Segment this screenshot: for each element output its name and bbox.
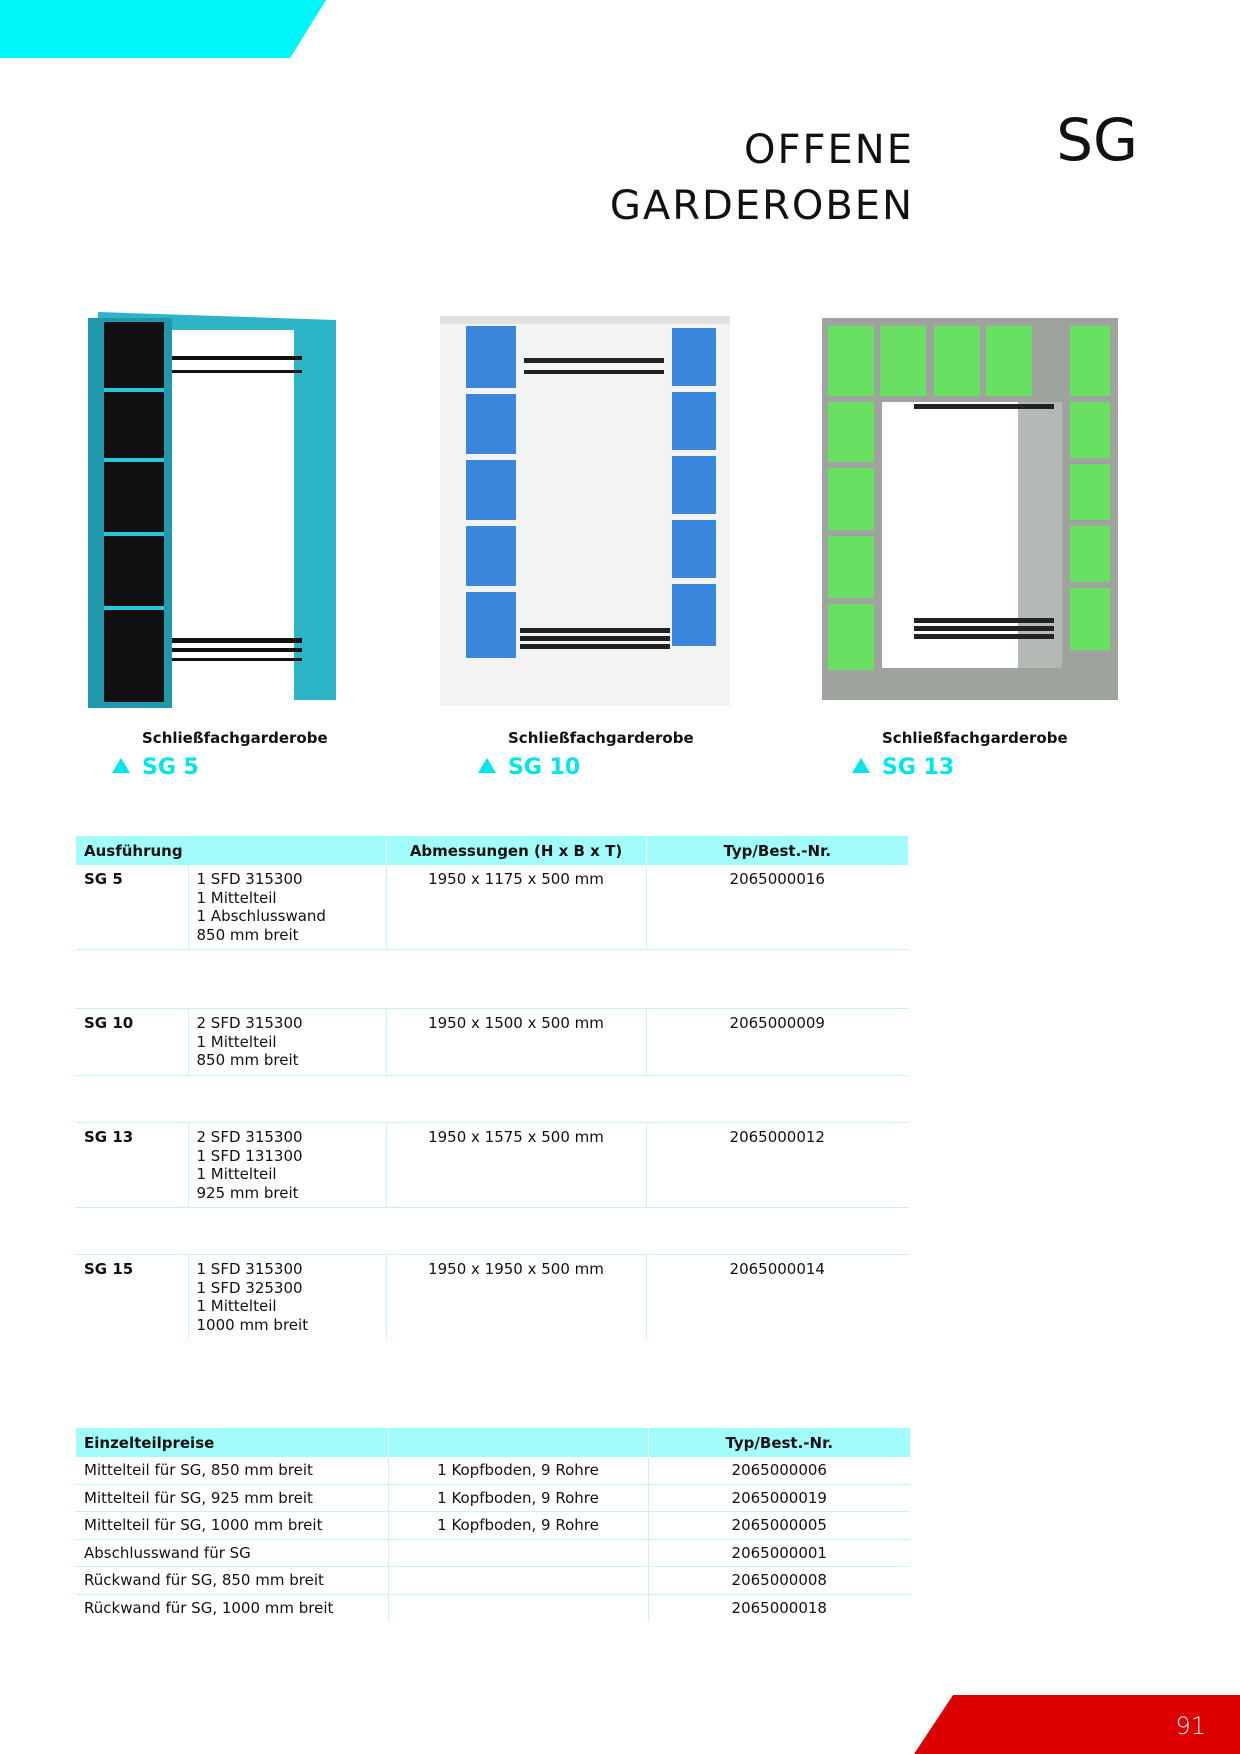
part-line: 1 Mittelteil [196,1032,277,1051]
part-line: 2 SFD 315300 [196,1014,303,1032]
order-no-cell: 2065000008 [648,1567,910,1595]
detail-cell [388,1539,648,1567]
row-spacer [76,1208,908,1255]
part-line: 1000 mm breit [196,1315,309,1334]
product-model: SG 5 [142,755,199,780]
model-cell: SG 15 [76,1255,188,1340]
price-table-header [76,1428,910,1457]
triangle-icon [112,758,130,773]
product-label: Schließfachgarderobe [882,729,1068,747]
dimensions-cell: 1950 x 1175 x 500 mm [386,865,646,950]
order-no-cell: 2065000006 [648,1457,910,1484]
part-line: 925 mm breit [196,1183,299,1202]
header-dimensions: Abmessungen (H x B x T) [386,836,646,865]
product-label: Schließfachgarderobe [508,729,694,747]
part-line: 2 SFD 315300 [196,1128,303,1146]
spec-table-header [76,836,908,865]
product-image-sg10 [440,316,730,706]
triangle-icon [478,758,496,773]
part-line: 1 Mittelteil [196,888,277,907]
part-line: 850 mm breit [196,1051,299,1069]
item-cell: Rückwand für SG, 1000 mm breit [76,1594,388,1621]
table-row [76,1484,910,1512]
product-caption-sg10 [508,729,694,780]
header-einzelteilpreise: Einzelteilpreise [76,1428,388,1457]
order-no-cell: 2065000018 [731,1598,827,1617]
part-line: 1 SFD 325300 [196,1278,303,1297]
row-spacer [76,1076,908,1123]
order-no-cell: 2065000014 [646,1255,908,1340]
model-cell: SG 5 [76,865,188,950]
table-row [76,1009,908,1076]
order-no-cell: 2065000005 [648,1512,910,1540]
parts-cell [188,1255,386,1340]
product-model: SG 10 [508,755,581,780]
product-image-sg5 [88,308,344,708]
product-image-sg13 [822,318,1118,700]
spec-table [76,836,908,1339]
model-cell: SG 10 [76,1009,188,1076]
order-no-cell: 2065000012 [646,1123,908,1208]
table-row [76,865,908,950]
part-line: 1 SFD 315300 [196,870,303,888]
parts-cell [188,865,386,950]
model-cell: SG 13 [76,1123,188,1208]
title-line-2: GARDEROBEN [609,183,914,229]
table-row [76,1567,910,1595]
price-table [76,1428,910,1621]
order-no-cell: 2065000009 [646,1009,908,1076]
row-spacer [76,950,908,1009]
detail-cell [388,1594,648,1621]
title-line-1: OFFENE [744,127,914,173]
part-line: 1 SFD 131300 [196,1146,303,1165]
product-label: Schließfachgarderobe [142,729,328,747]
header-ausfuehrung: Ausführung [76,836,386,865]
order-no-cell: 2065000016 [646,865,908,950]
product-caption-sg5 [142,729,328,780]
item-cell: Mittelteil für SG, 850 mm breit [76,1457,388,1484]
item-cell: Rückwand für SG, 850 mm breit [76,1567,388,1595]
detail-cell: 1 Kopfboden, 9 Rohre [388,1484,648,1512]
item-cell: Mittelteil für SG, 1000 mm breit [76,1512,388,1540]
table-row [76,1512,910,1540]
order-no-cell: 2065000019 [648,1484,910,1512]
corner-accent-top [0,0,326,58]
page-title [610,122,914,234]
product-model: SG 13 [882,755,955,780]
item-cell: Mittelteil für SG, 925 mm breit [76,1484,388,1512]
header-empty [388,1428,648,1457]
part-line: 850 mm breit [196,925,299,944]
table-row [76,1123,908,1208]
part-line: 1 Abschlusswand [196,907,326,925]
parts-cell [188,1009,386,1076]
part-line: 1 Mittelteil [196,1297,277,1315]
table-row [76,1457,910,1484]
table-row [76,1594,910,1621]
product-code: SG [1056,106,1138,174]
dimensions-cell: 1950 x 1500 x 500 mm [386,1009,646,1076]
dimensions-cell: 1950 x 1950 x 500 mm [386,1255,646,1340]
part-line: 1 SFD 315300 [196,1260,303,1278]
parts-cell [188,1123,386,1208]
part-line: 1 Mittelteil [196,1165,277,1183]
order-no-cell: 2065000001 [648,1539,910,1567]
triangle-icon [852,758,870,773]
dimensions-cell: 1950 x 1575 x 500 mm [386,1123,646,1208]
detail-cell: 1 Kopfboden, 9 Rohre [388,1512,648,1540]
page-number: 91 [1175,1712,1206,1740]
table-row [76,1539,910,1567]
table-row [76,1255,908,1340]
detail-cell [388,1567,648,1595]
detail-cell: 1 Kopfboden, 9 Rohre [388,1457,648,1484]
product-caption-sg13 [882,729,1068,780]
header-order-no: Typ/Best.-Nr. [646,836,908,865]
item-cell: Abschlusswand für SG [76,1539,388,1567]
header-order-no: Typ/Best.-Nr. [648,1428,910,1457]
